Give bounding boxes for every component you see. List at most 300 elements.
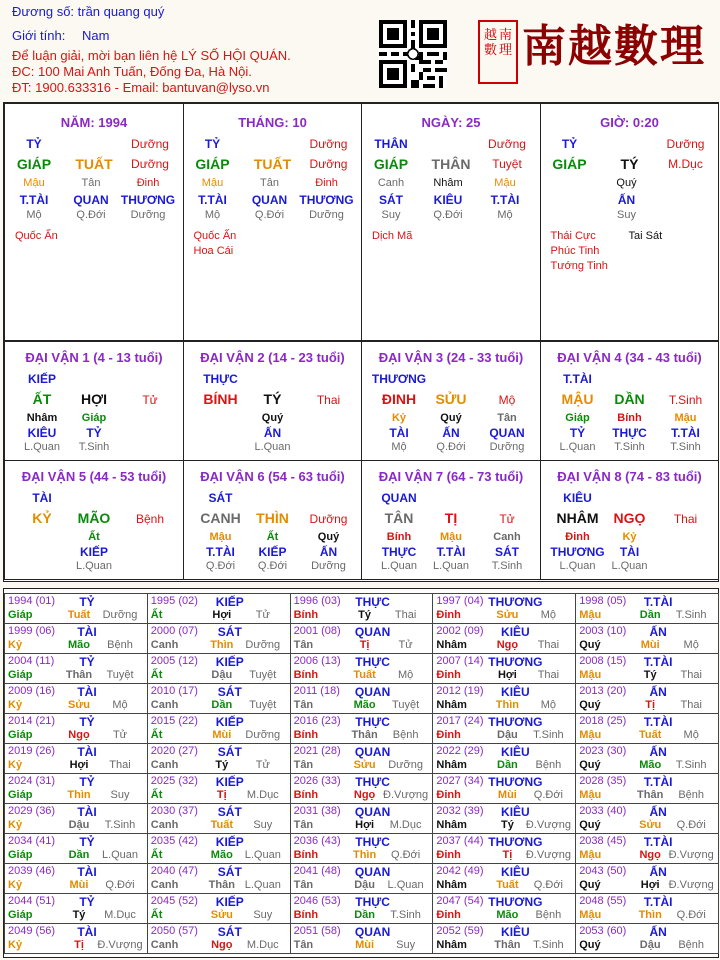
year-stem: Nhâm [436,699,467,711]
hidden-god: QUAN [73,193,109,207]
annual-year-cell[interactable] [147,833,291,864]
year-stem: Quý [579,699,601,711]
annual-year-cell[interactable] [432,593,576,624]
year-label: 2022 (29) [436,745,484,757]
year-stage: Bệnh [392,729,419,741]
dai-van-title[interactable]: ĐẠI VẬN 3 (24 - 33 tuổi) [378,350,524,365]
year-stem: Ất [150,609,163,621]
annual-year-cell[interactable] [147,683,291,714]
year-stage: T.Sinh [675,759,707,771]
year-god: TÀI [77,805,97,819]
year-label: 2047 (54) [436,895,484,907]
year-label: 2026 (33) [293,775,341,787]
pillar-branch: TUẤT [253,156,292,172]
dai-van-god: QUAN [381,491,417,505]
annual-year-cell[interactable] [575,743,719,774]
year-branch: Hợi [69,759,89,771]
year-stem: Ất [150,849,163,861]
year-stem: Ất [150,669,163,681]
year-stem: Giáp [8,729,33,741]
hidden-god: T.TÀI [198,193,227,207]
year-stem: Giáp [8,789,33,801]
year-stem: Kỷ [8,939,23,951]
year-god: THỰC [355,775,390,789]
annual-year-cell[interactable] [432,833,576,864]
year-label: 1996 (03) [293,595,341,607]
year-god: KIẾP [215,655,244,669]
annual-year-cell[interactable] [575,593,719,624]
year-label: 2008 (15) [579,655,627,667]
year-stage: Thai [394,609,417,621]
annual-year-cell[interactable] [290,893,434,924]
annual-year-cell[interactable] [147,713,291,744]
year-branch: Tị [359,639,370,651]
annual-year-cell[interactable] [575,923,719,954]
annual-year-cell[interactable] [575,773,719,804]
pillar-title: NĂM: 1994 [60,115,128,130]
year-stage: Q.Đới [533,879,563,891]
year-label: 2032 (39) [436,805,484,817]
dai-van-title[interactable]: ĐẠI VẬN 6 (54 - 63 tuổi) [200,469,345,484]
pillar-branch: THÂN [431,156,471,172]
year-god: KIÊU [501,625,530,639]
year-label: 2053 (60) [579,925,627,937]
year-branch: Thân [637,789,664,801]
dai-van-stage: Tử [499,512,515,526]
annual-year-cell[interactable] [432,893,576,924]
year-branch: Dậu [639,939,661,951]
report-header [0,0,720,100]
year-stem: Quý [579,759,601,771]
year-god: KIÊU [501,865,530,879]
year-label: 2010 (17) [150,685,198,697]
year-god: TÀI [77,685,97,699]
year-god: KIẾP [215,895,244,909]
dai-van-4[interactable] [540,341,720,461]
annual-year-cell[interactable] [290,803,434,834]
annual-year-cell[interactable] [290,713,434,744]
annual-year-cell[interactable] [432,863,576,894]
year-branch: Mão [496,909,519,921]
hidden-stage: Mộ [204,209,221,221]
seal-stamp-icon: 越 南 數 理 [478,20,518,84]
year-branch: Tý [72,909,86,921]
year-branch: Dần [497,759,518,771]
dai-van-8[interactable] [540,460,720,580]
hidden-stage: L.Quan [23,441,61,453]
year-branch: Thìn [352,849,377,861]
annual-year-cell[interactable] [147,893,291,924]
year-god: TỶ [79,835,95,849]
annual-year-cell[interactable] [575,863,719,894]
pillar-title: GIỜ: 0:20 [600,115,659,130]
hidden-stem: Tân [260,177,279,189]
annual-year-cell[interactable] [575,893,719,924]
year-branch: Tý [358,609,372,621]
hidden-god: ẤN [617,193,636,207]
annual-year-cell[interactable] [4,803,148,834]
annual-year-cell[interactable] [147,653,291,684]
year-stage: Bệnh [535,759,562,771]
year-god: ẤN [649,745,667,759]
year-stage: Dưỡng [245,729,281,741]
year-stem: Giáp [8,669,33,681]
year-branch: Thìn [210,639,234,651]
year-branch: Dần [639,609,661,621]
hidden-stem: Kỷ [622,531,637,543]
year-stage: Thai [537,639,560,651]
year-god: THỰC [355,895,390,909]
pillar-stage: Dưỡng [309,137,348,151]
year-label: 2051 (58) [293,925,341,937]
year-label: 2006 (13) [293,655,341,667]
dai-van-god: THỰC [203,372,238,386]
year-stage: Q.Đới [676,909,706,921]
hidden-stage: Q.Đới [76,209,106,221]
contact-line: Để luận giải, mời bạn liên hệ LÝ SỐ HỘI QUÁN. [12,48,291,63]
dai-van-god: KIÊU [563,491,592,505]
year-branch: Mùi [640,639,660,651]
annual-year-cell[interactable] [147,743,291,774]
annual-year-cell[interactable] [432,713,576,744]
annual-year-cell[interactable] [432,923,576,954]
year-god: SÁT [217,625,242,639]
year-stem: Nhâm [436,639,467,651]
annual-year-cell[interactable] [575,833,719,864]
dai-van-7[interactable] [361,460,541,580]
year-label: 2034 (41) [8,835,56,847]
hidden-stem: Bính [617,412,642,424]
year-branch: Hợi [497,669,517,681]
year-god: KIÊU [501,745,530,759]
year-god: SÁT [217,685,242,699]
year-label: 2029 (36) [8,805,56,817]
annual-year-cell[interactable] [432,773,576,804]
year-stage: M.Dục [104,909,136,921]
year-stage: T.Sinh [533,729,564,741]
year-stage: Dưỡng [245,639,281,651]
annual-year-cell[interactable] [575,653,719,684]
year-stage: Tử [398,639,413,651]
year-stage: Q.Đới [676,819,706,831]
year-god: TỶ [79,655,95,669]
year-stem: Tân [293,699,314,711]
hidden-stem: Giáp [565,412,590,424]
year-label: 2012 (19) [436,685,484,697]
year-god: SÁT [217,745,242,759]
year-god: THƯƠNG [488,895,543,909]
dai-van-stage: Thai [316,393,341,407]
hidden-stage: Suy [381,209,401,221]
year-stage: Đ.Vượng [668,849,714,861]
year-label: 2001 (08) [293,625,341,637]
dai-van-stage: Dưỡng [309,512,348,526]
hidden-stem: Nhâm [26,412,58,424]
year-stage: Mộ [540,699,557,711]
year-stem: Đinh [436,609,461,621]
hidden-stem: Nhâm [433,177,463,189]
dai-van-title[interactable]: ĐẠI VẬN 8 (74 - 83 tuổi) [557,469,702,484]
year-label: 2028 (35) [579,775,627,787]
annual-year-cell[interactable] [147,863,291,894]
year-stem: Kỷ [8,699,23,711]
year-stem: Bính [293,729,319,741]
year-stem: Tân [293,939,314,951]
year-stem: Tân [293,639,314,651]
dai-van-title[interactable]: ĐẠI VẬN 4 (34 - 43 tuổi) [557,350,702,365]
year-label: 2031 (38) [293,805,341,817]
dai-van-6[interactable] [183,460,363,580]
year-stage: Thai [680,699,702,711]
dai-van-branch: DẦN [614,391,645,407]
annual-year-cell[interactable] [147,923,291,954]
shen-sha: Quốc Ấn [193,230,237,242]
hidden-stage: Suy [617,209,636,221]
year-stage: Suy [253,819,273,831]
year-label: 2015 (22) [150,715,198,727]
year-label: 2044 (51) [8,895,56,907]
year-label: 2035 (42) [150,835,198,847]
year-stem: Kỷ [8,879,23,891]
dai-van-stage: Thai [673,512,698,526]
hidden-god: TÀI [619,545,640,559]
hidden-stem: Mậu [494,177,516,189]
year-god: T.TÀI [643,715,673,729]
year-label: 2013 (20) [579,685,627,697]
year-stem: Kỷ [8,639,23,651]
dai-van-title[interactable]: ĐẠI VẬN 2 (14 - 23 tuổi) [200,350,345,365]
dai-van-stem: BÍNH [203,391,238,407]
hidden-god: ẤN [319,545,338,559]
year-stem: Mậu [579,669,602,681]
year-stem: Đinh [436,909,461,921]
year-stem: Canh [150,639,179,651]
hidden-god: ẤN [263,426,282,440]
annual-year-cell[interactable] [290,593,434,624]
year-stem: Mậu [579,789,602,801]
pillar-branch: TUẤT [75,156,113,172]
pillar-stem-god: TỶ [561,137,578,151]
year-stage: Thai [680,669,702,681]
annual-year-cell[interactable] [4,833,148,864]
hidden-god: QUAN [489,426,525,440]
year-branch: Ngọ [68,729,90,741]
year-god: THỰC [355,835,390,849]
pillar-3 [361,103,541,341]
hidden-stem: Quý [440,412,462,424]
year-stem: Canh [150,759,179,771]
dai-van-title[interactable]: ĐẠI VẬN 5 (44 - 53 tuổi) [21,469,167,484]
year-stage: Suy [396,939,416,951]
year-god: TÀI [77,625,97,639]
year-stem: Mậu [579,729,602,741]
year-branch: Sửu [353,759,376,771]
year-label: 2002 (09) [436,625,484,637]
annual-year-cell[interactable] [147,593,291,624]
annual-year-cell[interactable] [290,743,434,774]
year-label: 1997 (04) [436,595,484,607]
year-stem: Tân [293,759,314,771]
annual-year-cell[interactable] [4,593,148,624]
dai-van-2[interactable] [183,341,363,461]
dai-van-stem: MẬU [561,391,594,407]
dai-van-title[interactable]: ĐẠI VẬN 7 (64 - 73 tuổi) [378,469,524,484]
shen-sha: Dịch Mã [372,230,413,242]
year-label: 1999 (06) [8,625,56,637]
year-branch: Tuất [496,879,519,891]
annual-luck-grid [3,588,719,958]
year-god: QUAN [354,685,391,699]
year-stage: T.Sinh [104,819,136,831]
hidden-stem: Quý [261,412,284,424]
year-god: TỶ [79,775,95,789]
annual-year-cell[interactable] [290,923,434,954]
year-branch: Thìn [495,699,519,711]
year-stage: Dưỡng [388,759,423,771]
year-god: THỰC [355,595,390,609]
pillar-4 [540,103,720,341]
annual-year-cell[interactable] [4,623,148,654]
annual-year-cell[interactable] [4,713,148,744]
annual-year-cell[interactable] [147,803,291,834]
hidden-god: THỰC [381,545,417,559]
annual-year-cell[interactable] [290,653,434,684]
year-stage: Suy [110,789,130,801]
dai-van-3[interactable] [361,341,541,461]
hidden-god: KIÊU [433,193,463,207]
year-stem: Nhâm [436,759,467,771]
annual-year-cell[interactable] [432,803,576,834]
year-stage: Thai [109,759,131,771]
year-label: 1994 (01) [8,595,56,607]
year-god: THỰC [355,655,390,669]
annual-year-cell[interactable] [432,623,576,654]
annual-year-cell[interactable] [4,773,148,804]
dai-van-stage: T.Sinh [668,393,703,407]
year-stage: Q.Đới [390,849,421,861]
hidden-stem: Mậu [23,177,45,189]
year-god: THƯƠNG [488,595,543,609]
year-god: T.TÀI [643,895,673,909]
year-label: 2045 (52) [150,895,198,907]
annual-year-cell[interactable] [432,743,576,774]
annual-year-cell[interactable] [4,923,148,954]
hidden-god: T.TÀI [671,426,700,440]
year-branch: Dậu [68,819,90,831]
annual-year-cell[interactable] [4,743,148,774]
hidden-stage: T.Sinh [614,441,645,453]
four-pillars-panel [3,102,719,582]
annual-year-cell[interactable] [290,863,434,894]
hidden-god: KIẾP [79,545,109,559]
annual-year-cell[interactable] [575,623,719,654]
year-branch: Dần [211,699,233,711]
hidden-god: THƯƠNG [120,193,176,207]
dai-van-god: T.TÀI [563,372,592,386]
annual-year-cell[interactable] [4,653,148,684]
hidden-stage: L.Quan [75,560,113,572]
year-stage: L.Quan [101,849,139,861]
year-label: 2011 (18) [293,685,340,697]
year-label: 2024 (31) [8,775,56,787]
year-label: 2052 (59) [436,925,484,937]
annual-year-cell[interactable] [4,863,148,894]
dai-van-1[interactable] [4,341,184,461]
year-god: SÁT [217,925,242,939]
dai-van-5[interactable] [4,460,184,580]
year-stem: Ất [150,909,163,921]
hidden-stage: L.Quan [611,560,648,572]
year-stage: L.Quan [387,879,424,891]
year-branch: Tuất [67,609,91,621]
dai-van-stem: CANH [200,510,241,526]
annual-year-cell[interactable] [147,773,291,804]
hidden-god: T.TÀI [490,193,520,207]
annual-year-cell[interactable] [4,893,148,924]
phone-email-line[interactable]: ĐT: 1900.633316 - Email: bantuvan@lyso.vn [12,80,270,95]
shen-sha: Tai Sát [628,230,663,242]
dai-van-title[interactable]: ĐẠI VẬN 1 (4 - 13 tuổi) [25,350,163,365]
year-stage: Đ.Vượng [97,939,143,951]
hidden-stem: Tân [497,412,517,424]
annual-year-cell[interactable] [290,773,434,804]
annual-year-cell[interactable] [290,623,434,654]
annual-year-cell[interactable] [575,713,719,744]
annual-year-cell[interactable] [432,683,576,714]
year-branch: Sửu [210,909,233,921]
annual-year-cell[interactable] [575,683,719,714]
dai-van-stem: NHÂM [556,510,599,526]
year-god: KIẾP [215,595,244,609]
year-label: 2014 (21) [8,715,56,727]
hidden-god: KIẾP [258,545,287,559]
annual-year-cell[interactable] [432,653,576,684]
year-stem: Bính [293,909,319,921]
year-branch: Thân [351,729,378,741]
year-god: TÀI [77,745,97,759]
year-branch: Tuất [638,729,662,741]
year-god: KIÊU [501,805,530,819]
year-god: THƯƠNG [488,835,543,849]
year-stage: Mộ [397,669,414,681]
year-label: 2020 (27) [150,745,198,757]
year-stem: Nhâm [436,879,467,891]
year-stage: Bệnh [535,909,562,921]
year-label: 2000 (07) [150,625,198,637]
annual-year-cell[interactable] [290,833,434,864]
annual-year-cell[interactable] [290,683,434,714]
annual-year-cell[interactable] [575,803,719,834]
year-stage: Tuyệt [106,669,134,681]
pillar-title: NGÀY: 25 [421,115,481,130]
year-stage: L.Quan [244,849,281,861]
year-stem: Giáp [8,909,33,921]
year-stage: L.Quan [244,879,281,891]
annual-year-cell[interactable] [147,623,291,654]
year-stage: Tử [255,609,270,621]
qr-code-icon[interactable] [379,20,447,88]
year-god: TỶ [79,895,95,909]
year-god: TỶ [79,595,95,609]
brand-logo: 南越數理 [522,21,706,72]
dai-van-branch: HỢI [81,391,107,407]
pillar-stem-god: TỶ [204,137,221,151]
hidden-stem: Canh [377,177,405,189]
gender-label: Giới tính: [12,28,66,43]
year-stage: Thai [537,669,560,681]
year-stage: Mộ [112,699,128,711]
annual-year-cell[interactable] [4,683,148,714]
